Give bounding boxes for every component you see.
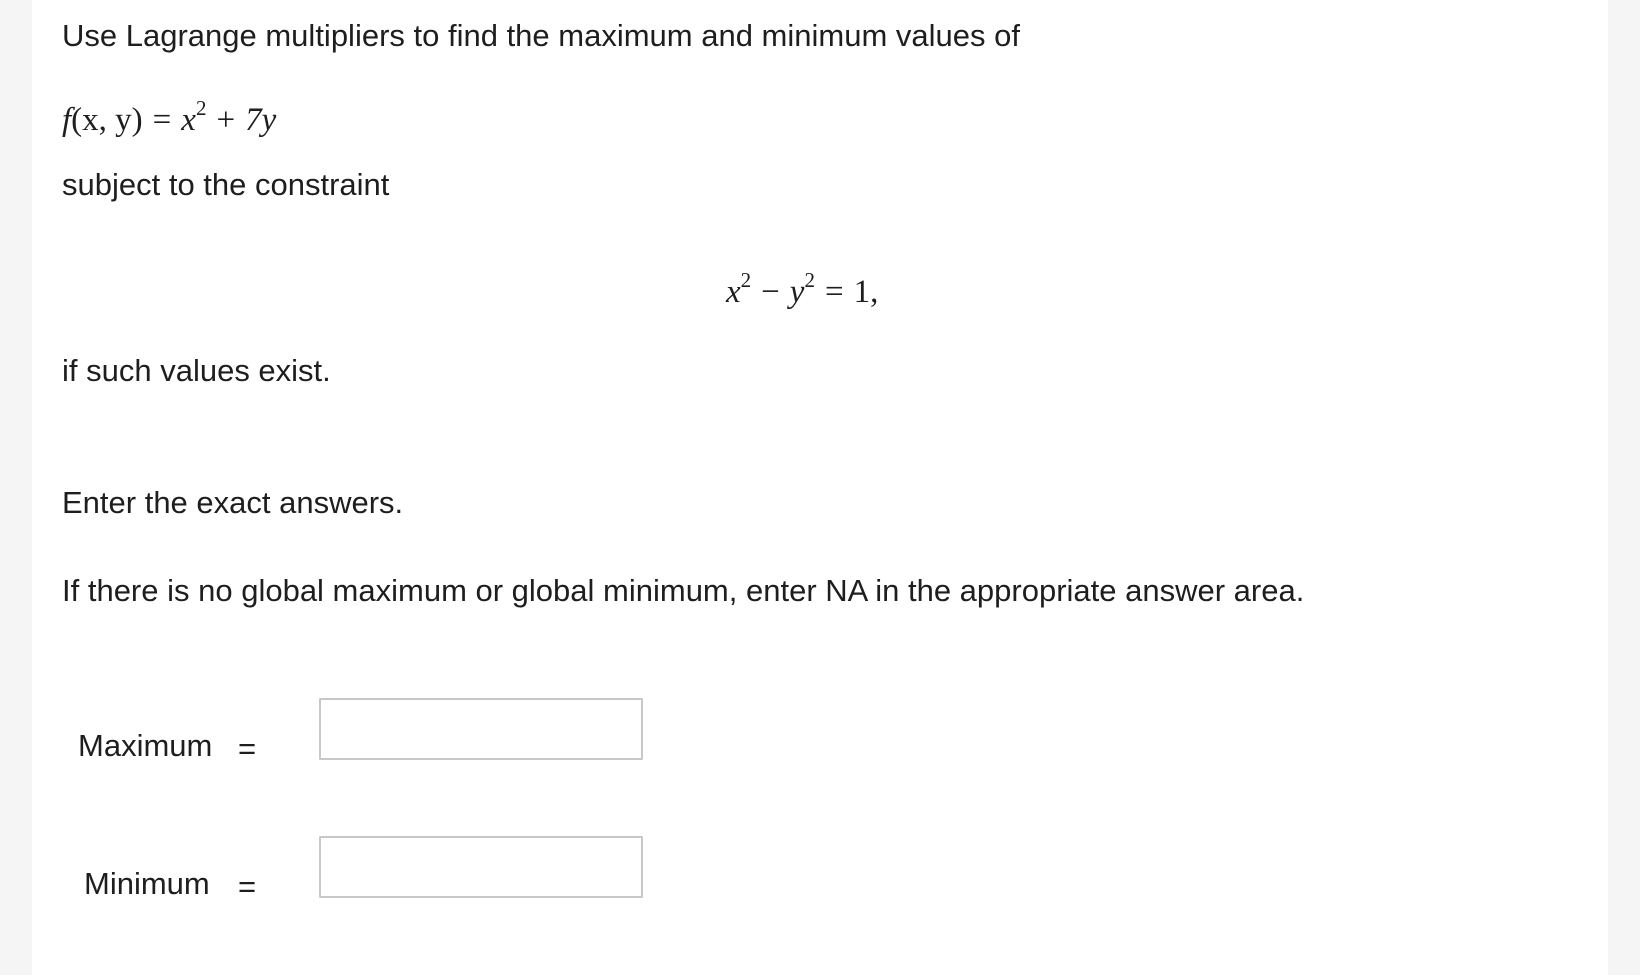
function-x-exponent: 2 <box>195 96 207 120</box>
function-x: x <box>181 102 196 138</box>
na-instruction-text: If there is no global maximum or global minimum, enter NA in the appropriate answer area. <box>62 573 1305 608</box>
constraint-x: x <box>726 274 741 310</box>
function-y-term: 7y <box>245 102 277 138</box>
exist-text: if such values exist. <box>62 353 331 388</box>
function-equals: = <box>152 102 172 138</box>
constraint-x-exponent: 2 <box>740 268 752 292</box>
function-definition <box>62 96 277 138</box>
minimum-input[interactable] <box>319 836 643 898</box>
question-panel <box>32 0 1608 975</box>
exact-answers-text: Enter the exact answers. <box>62 485 404 520</box>
constraint-equation <box>726 268 879 310</box>
minimum-label: Minimum <box>84 866 210 901</box>
minimum-equals: = <box>238 869 257 904</box>
function-args: (x, y) <box>71 102 143 138</box>
function-name: f <box>62 102 72 138</box>
constraint-y-exponent: 2 <box>804 268 815 292</box>
function-plus: + <box>216 102 236 138</box>
maximum-equals: = <box>238 731 257 766</box>
maximum-label: Maximum <box>78 728 213 763</box>
maximum-input[interactable] <box>319 698 643 760</box>
subject-text: subject to the constraint <box>62 167 390 202</box>
intro-text: Use Lagrange multipliers to find the maximum and minimum values of <box>62 18 1020 53</box>
constraint-y: y <box>789 274 805 310</box>
constraint-minus: − <box>761 274 780 310</box>
constraint-equals: = <box>824 274 844 310</box>
constraint-rhs: 1, <box>853 274 879 310</box>
